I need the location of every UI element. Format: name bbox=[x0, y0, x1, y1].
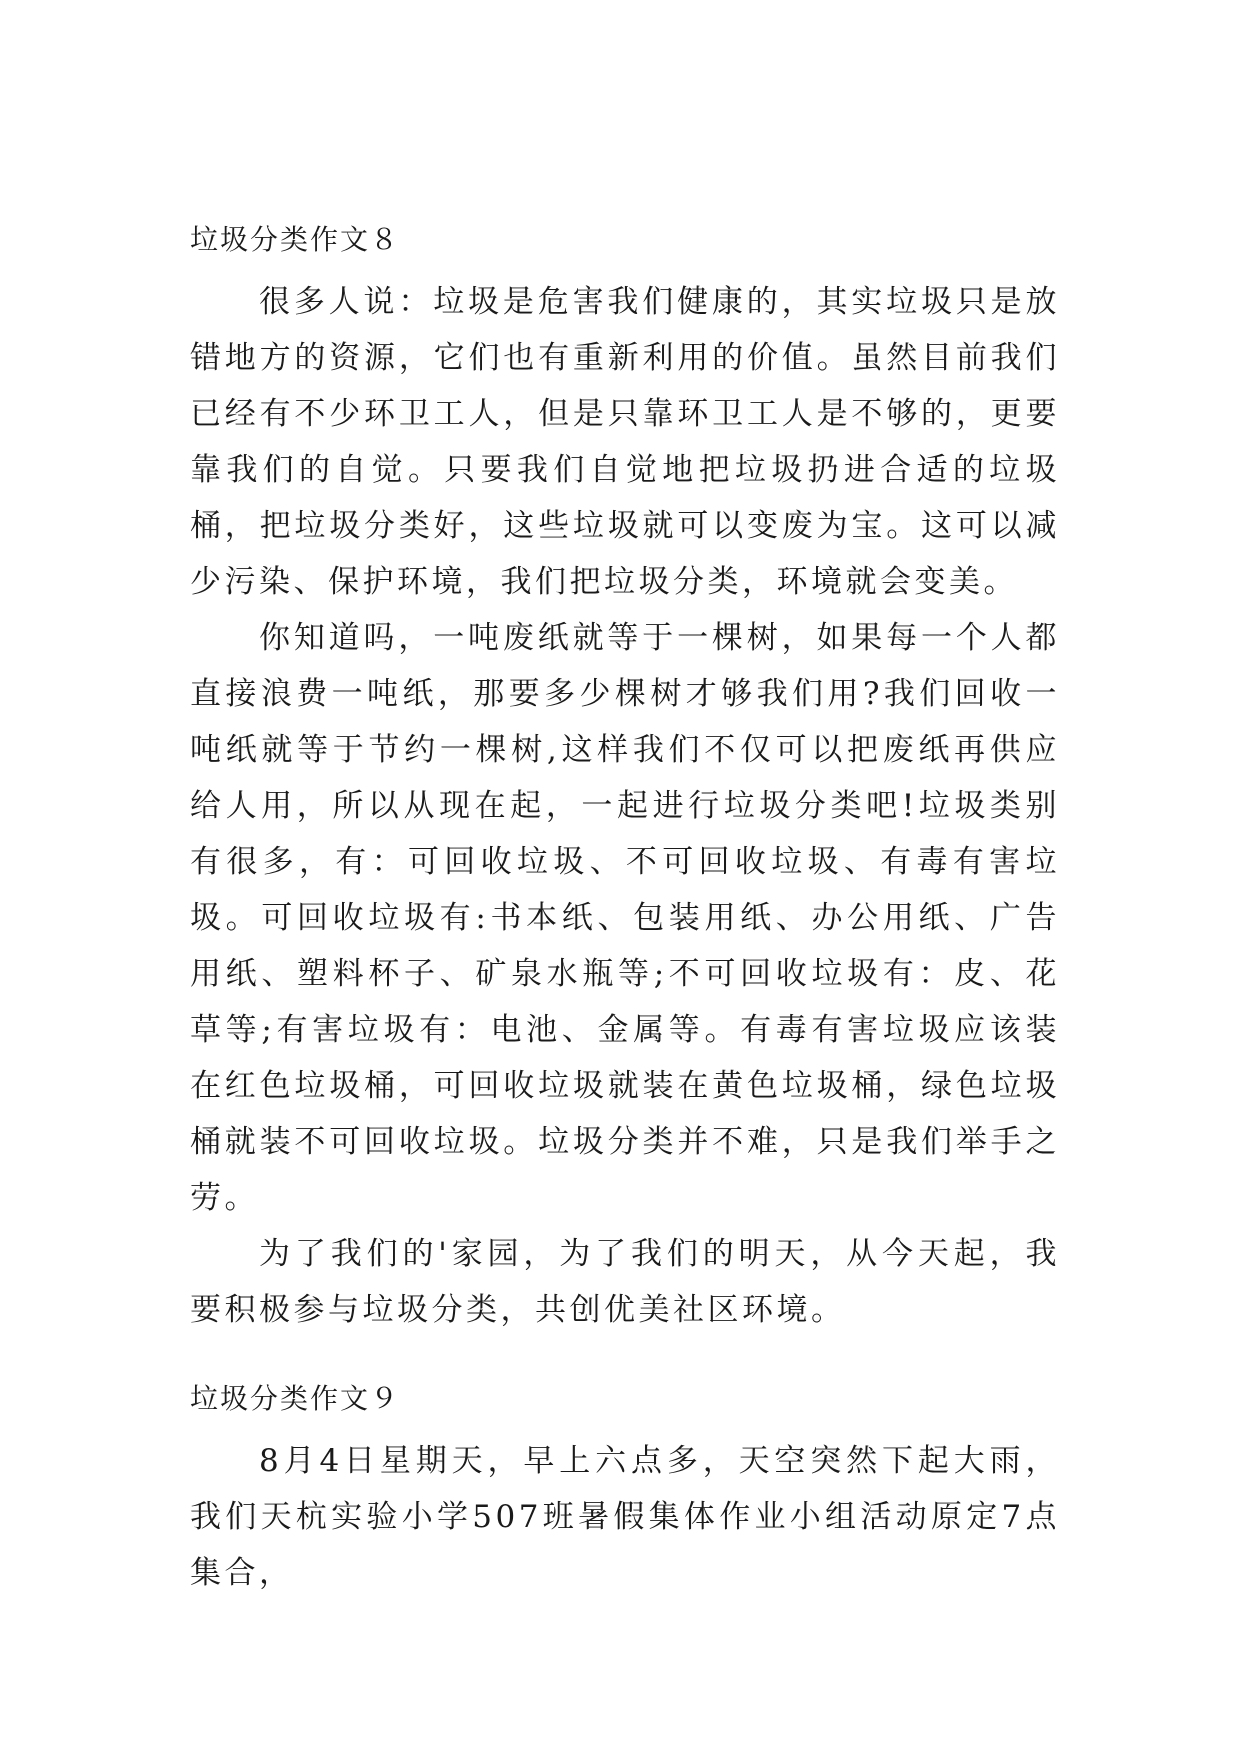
essay-section-8 bbox=[190, 220, 1060, 1338]
essay-paragraph: 为了我们的'家园，为了我们的明天，从今天起，我要积极参与垃圾分类，共创优美社区环境。 bbox=[190, 1236, 1060, 1328]
essay-section-9 bbox=[190, 1379, 1060, 1601]
essay-title: 垃圾分类作文９ bbox=[190, 1382, 401, 1415]
essay-title: 垃圾分类作文８ bbox=[190, 223, 401, 256]
essay-paragraph: 很多人说：垃圾是危害我们健康的，其实垃圾只是放错地方的资源，它们也有重新利用的价值。虽然目前我们已经有不少环卫工人，但是只靠环卫工人是不够的，更要靠我们的自觉。只要我们自觉地把垃圾扔进合适的垃圾桶，把垃圾分类好，这些垃圾就可以变废为宝。这可以减少污染、保护环境，我们把垃圾分类，环境就会变美。 bbox=[190, 284, 1060, 600]
essay-paragraph: 你知道吗，一吨废纸就等于一棵树，如果每一个人都直接浪费一吨纸，那要多少棵树才够我们用?我们回收一吨纸就等于节约一棵树,这样我们不仅可以把废纸再供应给人用，所以从现在起，一起进行垃圾分类吧!垃圾类别有很多，有：可回收垃圾、不可回收垃圾、有毒有害垃圾。可回收垃圾有:书本纸、包装用纸、办公用纸、广告用纸、塑料杯子、矿泉水瓶等;不可回收垃圾有：皮、花草等;有害垃圾有：电池、金属等。有毒有害垃圾应该装在红色垃圾桶，可回收垃圾就装在黄色垃圾桶，绿色垃圾桶就装不可回收垃圾。垃圾分类并不难，只是我们举手之劳。 bbox=[190, 620, 1060, 1216]
essay-paragraph: 8月4日星期天，早上六点多，天空突然下起大雨，我们天杭实验小学507班暑假集体作业小组活动原定7点集合， bbox=[190, 1443, 1060, 1591]
